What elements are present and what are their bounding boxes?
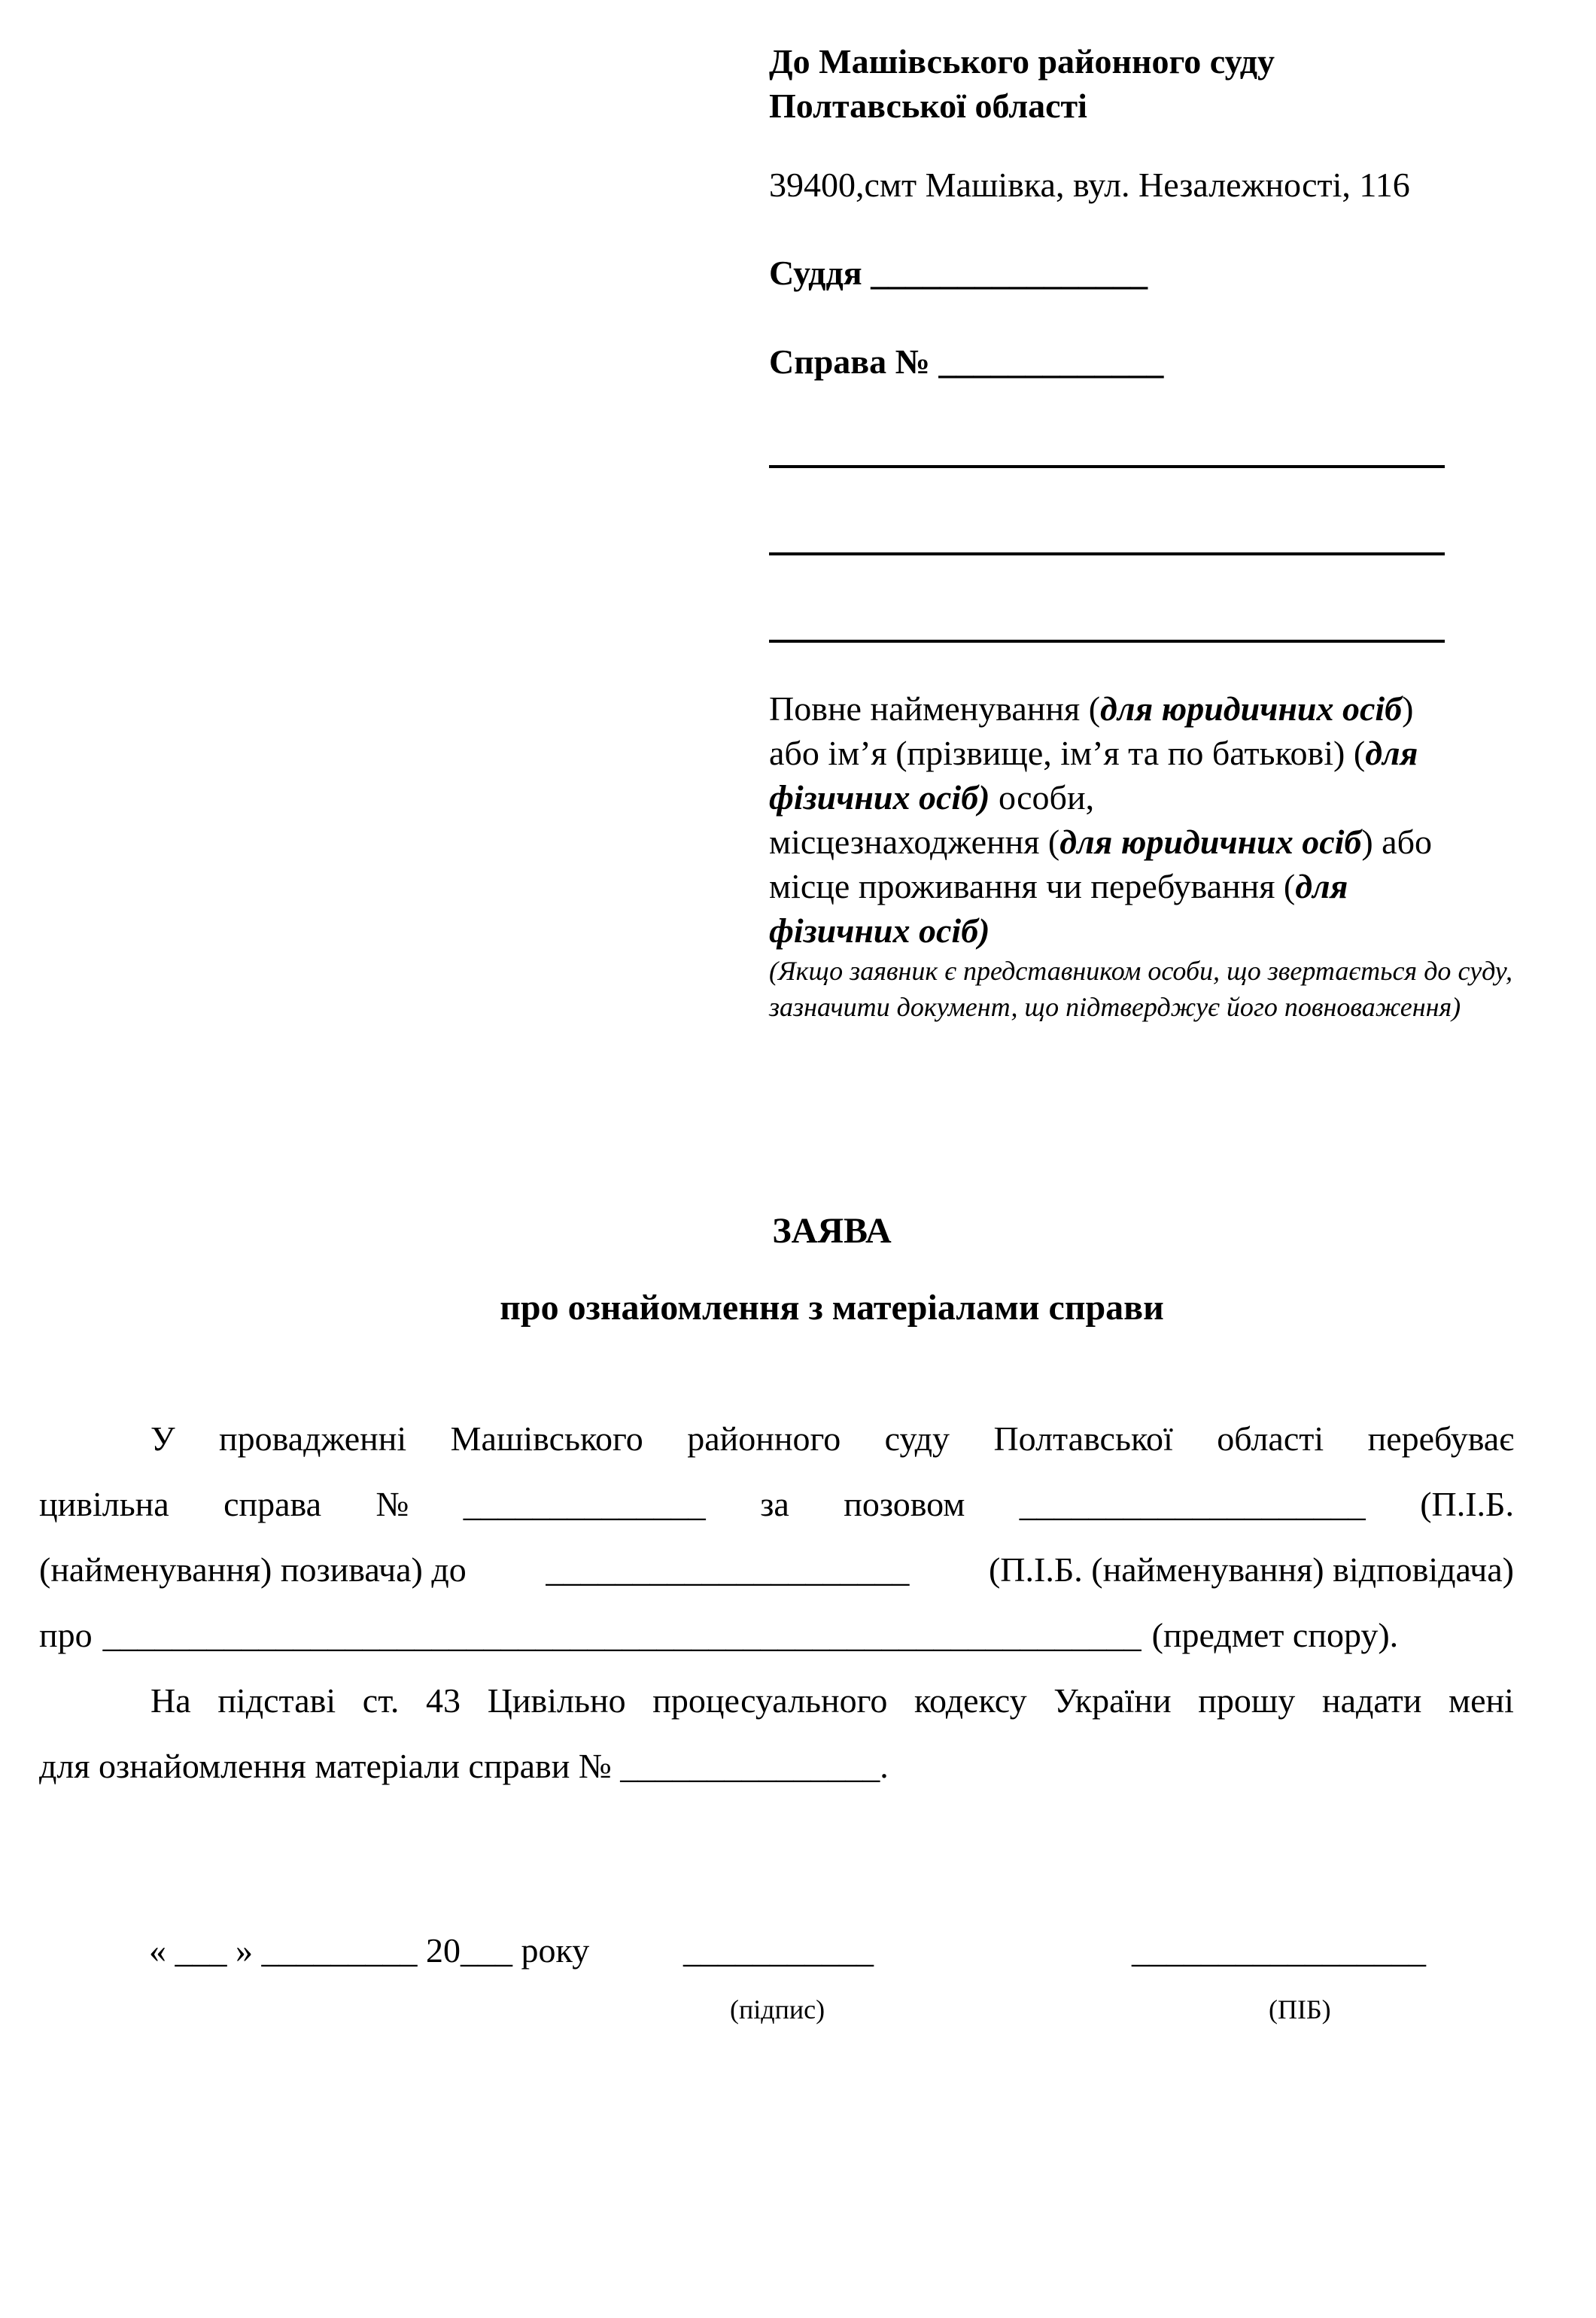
representative-note: (Якщо заявник є представником особи, що звертається до суду, зазначити документ, що підтверджує його повноваження) (769, 956, 1512, 1022)
name-caption: (ПІБ) (1269, 1994, 1331, 2024)
case-number-field: Справа № _____________ (769, 342, 1164, 381)
body-line: (найменування) позивача) до _____________________ (П.І.Б. (найменування) відповідача) (39, 1550, 1514, 1589)
addressee-block (769, 39, 1514, 1025)
party-description: Повне найменування (для юридичних осіб) або ім’я (прізвище, ім’я та по батькові) (для фізичних осіб) особи, місцезнаходження (для юридичних осіб) або місце проживання чи перебування (для фізичних осіб) (769, 689, 1432, 950)
judge-field: Суддя ________________ (769, 254, 1148, 292)
court-address: 39400,смт Машівка, вул. Незалежності, 116 (769, 166, 1410, 204)
court-name-line2: Полтавської області (769, 87, 1087, 125)
application-body (39, 1406, 1514, 1799)
blank-line (769, 465, 1445, 468)
name-line: _________________ (1132, 1931, 1426, 1970)
body-line: У провадженні Машівського районного суду Полтавської області перебуває (150, 1419, 1514, 1458)
blank-line (769, 640, 1445, 643)
document-subtitle: про ознайомлення з матеріалами справи (500, 1288, 1164, 1328)
body-line: про ____________________________________________________________ (предмет спору). (39, 1616, 1399, 1654)
body-line: для ознайомлення матеріали справи № _______________. (39, 1747, 889, 1785)
signature-line: ___________ (683, 1931, 874, 1970)
document-title: ЗАЯВА (772, 1211, 892, 1251)
body-line: цивільна справа № ______________ за позовом ____________________ (П.І.Б. (39, 1485, 1514, 1523)
blank-line (769, 552, 1445, 555)
date-field: « ___ » _________ 20___ року (149, 1931, 590, 1970)
court-name-line1: До Машівського районного суду (769, 42, 1275, 81)
signature-row (0, 1928, 1596, 1981)
signature-caption: (підпис) (730, 1994, 825, 2024)
body-line: На підставі ст. 43 Цивільно процесуального кодексу України прошу надати мені (150, 1681, 1514, 1720)
